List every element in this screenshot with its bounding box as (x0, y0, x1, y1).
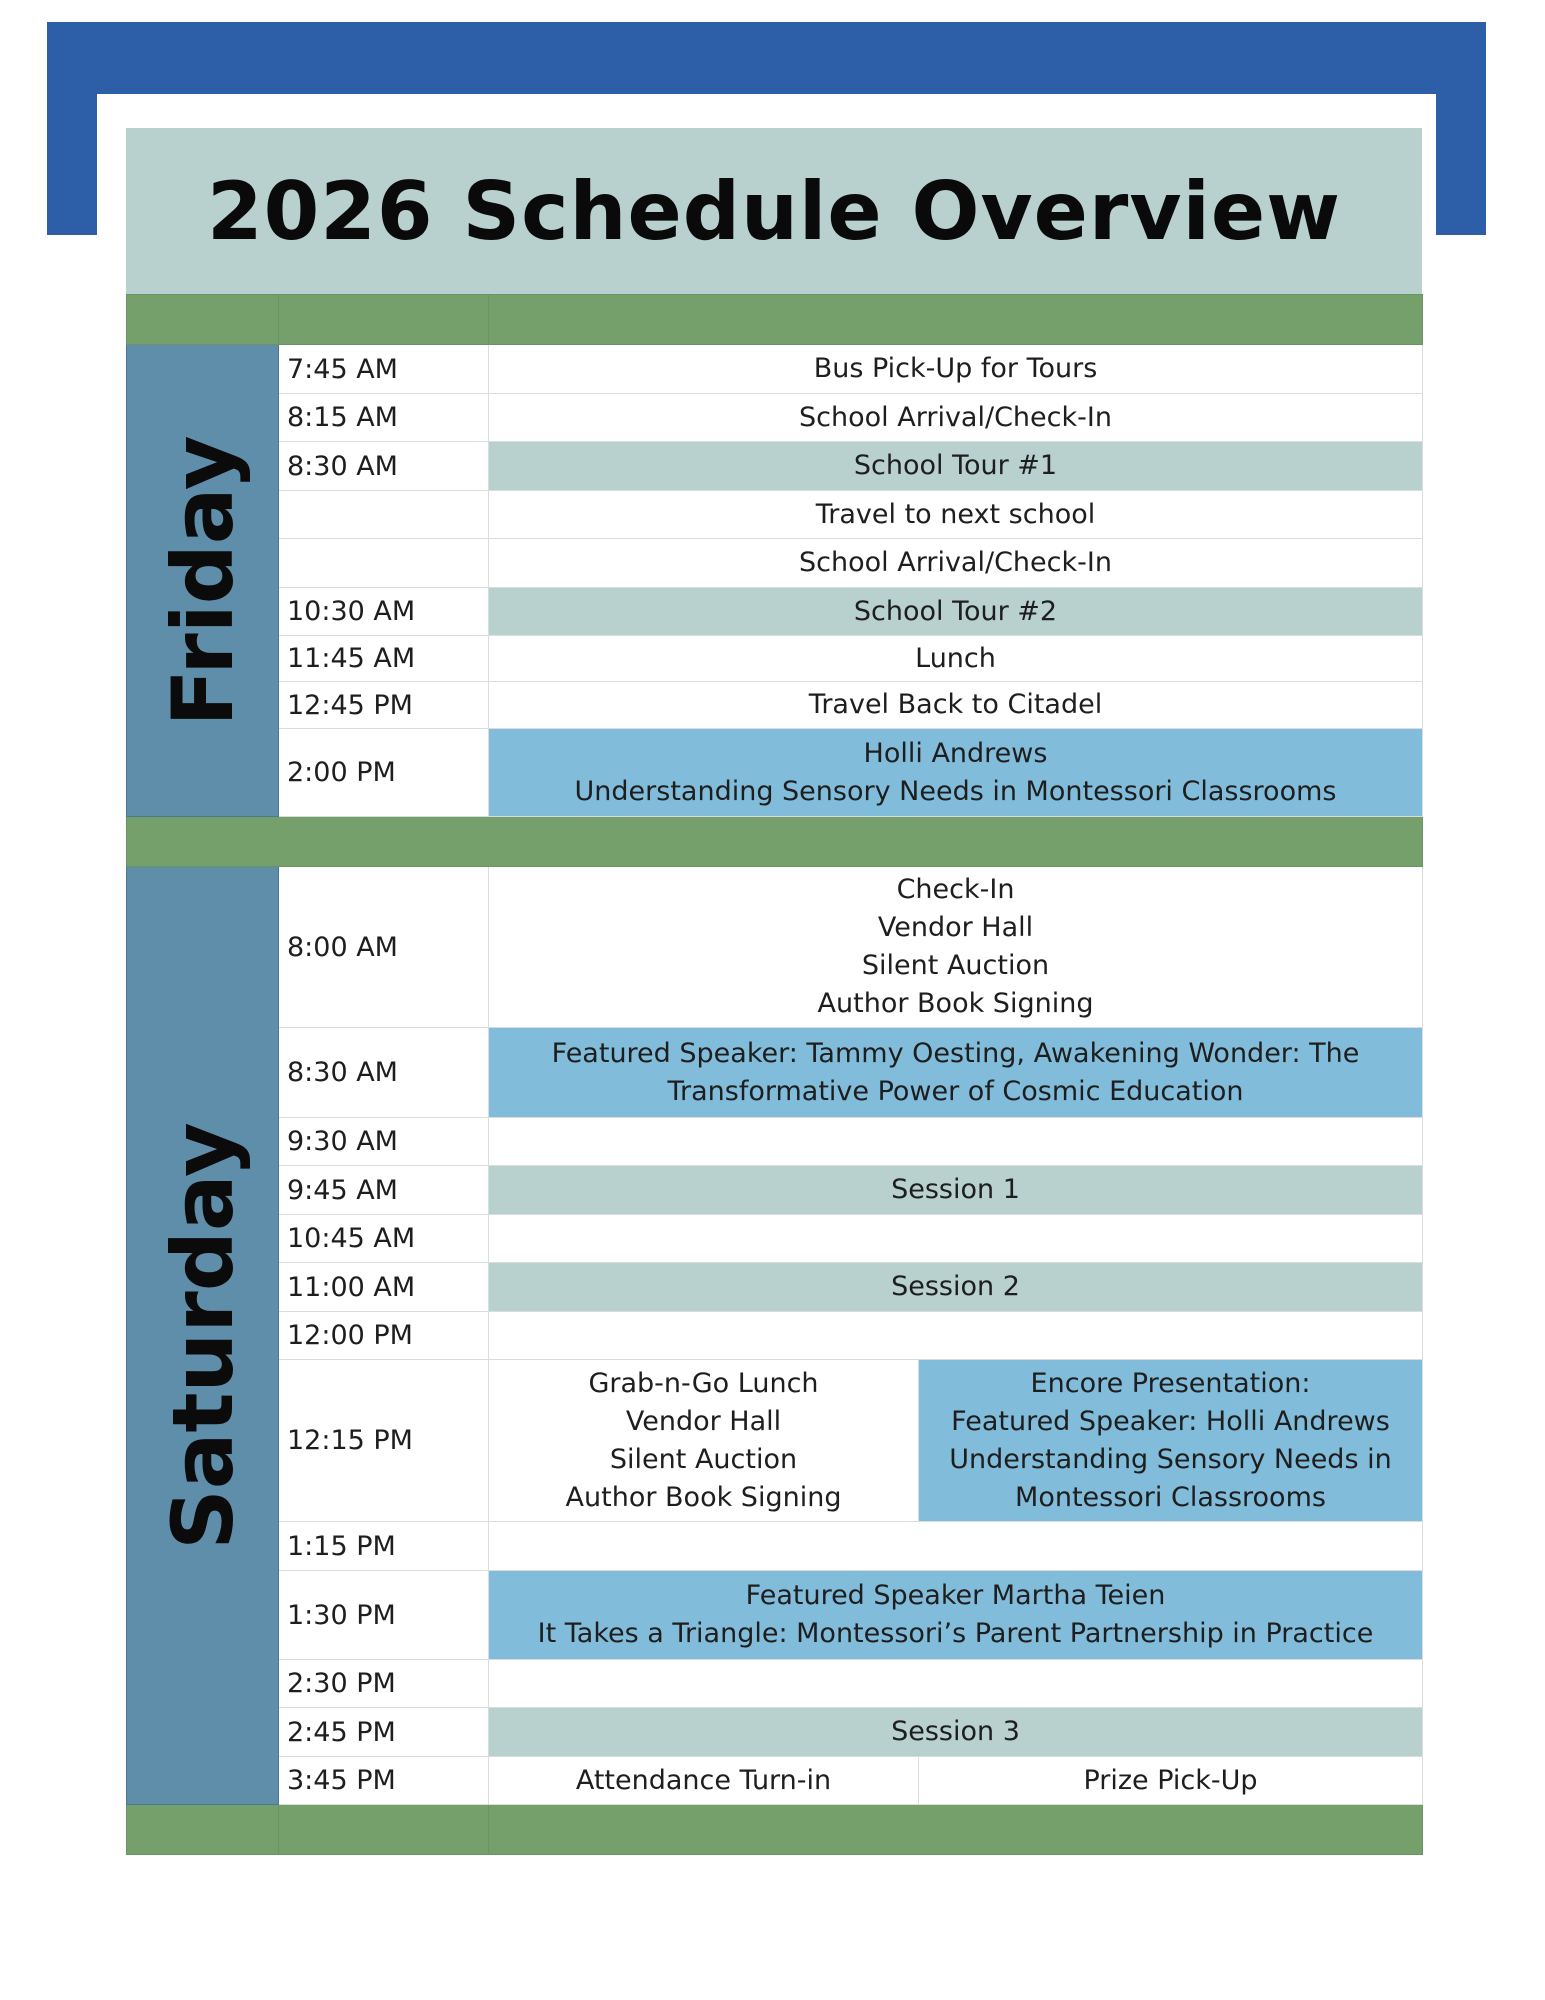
event-text: Author Book Signing (817, 988, 1094, 1019)
separator-row (127, 1805, 1423, 1855)
talk-title: Understanding Sensory Needs in Montessori Classrooms (574, 775, 1337, 807)
time-cell: 7:45 AM (279, 345, 489, 394)
speaker-name: Holli Andrews (863, 737, 1048, 769)
event-cell-encore (919, 1360, 1423, 1522)
time-cell: 2:45 PM (279, 1708, 489, 1757)
time-cell: 11:45 AM (279, 636, 489, 682)
table-row (127, 442, 1423, 491)
event-cell-session (489, 588, 1423, 636)
title-banner (126, 128, 1422, 294)
table-row (127, 1660, 1423, 1708)
table-row (127, 1215, 1423, 1263)
event-text: Travel Back to Citadel (808, 689, 1103, 720)
event-cell-speaker (489, 1571, 1423, 1660)
time-cell: 12:00 PM (279, 1312, 489, 1360)
event-cell-session (489, 1166, 1423, 1215)
table-row (127, 1708, 1423, 1757)
day-label-friday: Friday (153, 434, 252, 727)
table-row (127, 1166, 1423, 1215)
event-cell-session (489, 1708, 1423, 1757)
table-row (127, 1571, 1423, 1660)
table-row (127, 729, 1423, 817)
event-cell-speaker (489, 1028, 1423, 1118)
event-text: Encore Presentation: (1030, 1367, 1311, 1399)
table-row (127, 1522, 1423, 1571)
schedule-document (126, 128, 1422, 1855)
time-cell: 10:30 AM (279, 588, 489, 636)
event-text: Silent Auction (861, 950, 1050, 981)
time-cell: 8:30 AM (279, 442, 489, 491)
event-text: School Arrival/Check-In (799, 401, 1112, 433)
event-cell-empty (489, 1215, 1423, 1263)
event-text: School Tour #2 (853, 595, 1058, 627)
event-text: Prize Pick-Up (1083, 1764, 1258, 1796)
event-text: Silent Auction (609, 1443, 798, 1475)
time-cell: 12:45 PM (279, 682, 489, 729)
table-row (127, 394, 1423, 442)
separator-row (127, 295, 1423, 345)
time-cell: 1:15 PM (279, 1522, 489, 1571)
event-cell-session (489, 1263, 1423, 1312)
table-row (127, 1757, 1423, 1805)
time-cell (279, 491, 489, 539)
event-text: Session 2 (891, 1271, 1020, 1302)
event-cell (489, 539, 1423, 588)
time-cell: 9:30 AM (279, 1118, 489, 1166)
event-cell-session (489, 442, 1423, 491)
event-cell-empty (489, 1522, 1423, 1571)
time-cell (279, 539, 489, 588)
event-cell (489, 867, 1423, 1028)
event-text: Travel to next school (815, 498, 1096, 530)
event-text: Montessori Classrooms (1015, 1481, 1326, 1513)
time-cell: 8:30 AM (279, 1028, 489, 1118)
table-row (127, 682, 1423, 729)
event-text: Vendor Hall (877, 912, 1034, 943)
table-row (127, 867, 1423, 1028)
event-cell (489, 636, 1423, 682)
table-row (127, 1312, 1423, 1360)
time-cell: 11:00 AM (279, 1263, 489, 1312)
table-row (127, 1263, 1423, 1312)
event-cell-empty (489, 1312, 1423, 1360)
page-title: 2026 Schedule Overview (206, 164, 1342, 258)
event-text: Understanding Sensory Needs in (949, 1443, 1392, 1475)
event-text: Session 3 (891, 1716, 1020, 1747)
time-cell: 9:45 AM (279, 1166, 489, 1215)
event-cell (489, 394, 1423, 442)
separator-row (127, 817, 1423, 867)
time-cell: 1:30 PM (279, 1571, 489, 1660)
time-cell: 10:45 AM (279, 1215, 489, 1263)
event-cell-lunch (489, 1360, 919, 1522)
table-row (127, 636, 1423, 682)
event-text: Featured Speaker: Holli Andrews (951, 1405, 1390, 1437)
talk-title: It Takes a Triangle: Montessori’s Parent Partnership in Practice (537, 1618, 1374, 1649)
event-cell (489, 682, 1423, 729)
time-cell: 8:15 AM (279, 394, 489, 442)
day-label-saturday: Saturday (153, 1121, 252, 1550)
time-cell: 2:30 PM (279, 1660, 489, 1708)
event-cell (489, 491, 1423, 539)
event-text: Grab-n-Go Lunch (588, 1367, 819, 1399)
table-row (127, 345, 1423, 394)
table-row (127, 1028, 1423, 1118)
event-text: Author Book Signing (565, 1481, 842, 1513)
event-text: Check-In (896, 874, 1015, 905)
event-text: Session 1 (891, 1174, 1020, 1205)
table-row (127, 491, 1423, 539)
event-text: Lunch (915, 642, 996, 674)
event-text: Attendance Turn-in (575, 1764, 832, 1796)
day-cell-friday (127, 345, 279, 817)
time-cell: 2:00 PM (279, 729, 489, 817)
event-cell (489, 345, 1423, 394)
event-cell-empty (489, 1660, 1423, 1708)
event-text: Bus Pick-Up for Tours (813, 353, 1098, 384)
schedule-table (126, 294, 1423, 1855)
event-text: Featured Speaker: Tammy Oesting, Awakening Wonder: The (551, 1037, 1360, 1069)
event-text: School Tour #1 (853, 450, 1058, 481)
time-cell: 3:45 PM (279, 1757, 489, 1805)
event-cell-speaker (489, 729, 1423, 817)
event-cell (489, 1757, 919, 1805)
event-text: Transformative Power of Cosmic Education (667, 1075, 1244, 1107)
table-row (127, 1360, 1423, 1522)
day-cell-saturday (127, 867, 279, 1805)
event-cell-empty (489, 1118, 1423, 1166)
event-text: Vendor Hall (625, 1405, 782, 1437)
time-cell: 8:00 AM (279, 867, 489, 1028)
table-row (127, 1118, 1423, 1166)
event-cell (919, 1757, 1423, 1805)
event-text: School Arrival/Check-In (799, 547, 1112, 578)
table-row (127, 539, 1423, 588)
table-row (127, 588, 1423, 636)
speaker-name: Featured Speaker Martha Teien (745, 1580, 1166, 1611)
time-cell: 12:15 PM (279, 1360, 489, 1522)
